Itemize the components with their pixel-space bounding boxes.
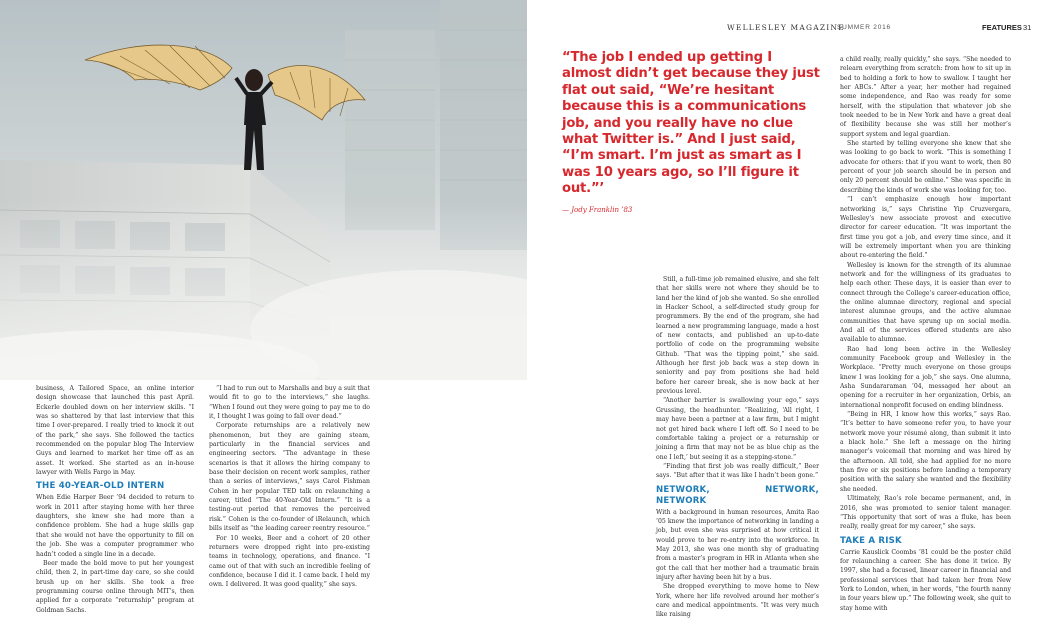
article-column-3 xyxy=(656,275,819,620)
body-paragraph: “Finding that first job was really difficult,” Beer says. “But after that it was like I hadn’t been gone.” xyxy=(656,462,819,480)
article-column-2 xyxy=(209,384,370,590)
body-paragraph: business, A Tailored Space, an online interior design showcase that launched this past April. Eckerle doubled down on her interview skills. “I was so shattered by that last interview that this time I over-prepared. I really tried to knock it out of the park,” she says. She followed the tactics recommended on the popular blog The Interview Guys and learned to market her time off as an asset. It worked. She started as an in-house lawyer with Wells Fargo in May. xyxy=(36,385,194,477)
pull-quote-text: “The job I ended up getting I almost didn’t get because they just flat out said, “We’re hesitant because this is a communications job, and you really have no clue what Twitter is.” And I just said, “I’m smart. I’m just as smart as I was 10 years ago, so I’ll figure it out.”’ xyxy=(562,50,820,197)
body-paragraph: “I can’t emphasize enough how important networking is,” says Christine Yip Cruzvergara, Wellesley’s new associate provost and executive director for career education. “It was important the first time you got a job, and every time since, and it will be extremely important when you are thinking about re-entering the field.” xyxy=(840,196,1011,260)
issue-season: SUMMER 2016 xyxy=(837,24,891,31)
body-paragraph: Still, a full-time job remained elusive, and she felt that her skills were not where they should be to land her the kind of job she wanted. So she enrolled in Hacker School, a self-directed study group for programmers. By the end of the program, she had learned a new programming language, made a host of new contacts, and published an up-to-date portfolio of code on the programming website Github. “That was the tipping point,” she said. Although her first job back was a step down in seniority and pay from positions she had held before her career break, she is now back at her previous level. xyxy=(656,276,819,396)
body-paragraph: Wellesley is known for the strength of its alumnae network and for the willingness of its graduates to help each other. These days, it is easier than ever to connect through the College’s career-education office, the online alumnae directory, regional and special interest alumnae groups, and the active alumnae communities that have sprung up on social media. And all of the services offered students are also available to alumnae. xyxy=(840,261,1011,344)
rooftop-wings-illustration xyxy=(0,0,527,380)
page-number: 31 xyxy=(1023,23,1032,32)
body-paragraph: “Being in HR, I know how this works,” says Rao. “It’s better to have someone refer you, to have your network move your résumé along, than submit it into a black hole.” She left a message on the hiring manager’s voicemail that morning and was hired by the afternoon. All told, she had applied for no more than five or six positions before landing a temporary position with the salary she wanted and the flexibility she needed. xyxy=(840,411,1011,493)
body-paragraph: When Edie Harper Beer ’94 decided to return to work in 2011 after staying home with her three daughters, she knew she had more than a confidence problem. She had a huge skills gap that she would not have the opportunity to fill on the job. She was a computer programmer who hadn’t coded a single line in a decade. xyxy=(36,494,194,558)
section-heading: THE 40-YEAR-OLD INTERN xyxy=(36,481,165,492)
magazine-name: WELLESLEY MAGAZINE xyxy=(727,23,845,32)
body-paragraph: With a background in human resources, Amita Rao ’05 knew the importance of networking in landing a job, but even she was surprised at how critical it would prove to her re-entry into the workforce. In May 2013, she was one month shy of graduating from a master’s program in HR in Atlanta when she got the call that her mother had a traumatic brain injury after having been hit by a bus. xyxy=(656,508,819,581)
body-paragraph: Beer made the bold move to put her youngest child, then 2, in part-time day care, so she could brush up on her skills. She took a free programming course online through MIT’s, then applied for a corporate “returnship” program at Goldman Sachs. xyxy=(36,559,194,614)
pull-quote-attribution: — Jody Franklin ’83 xyxy=(562,205,633,214)
body-paragraph: Ultimately, Rao’s role became permanent, and, in 2016, she was promoted to senior talent manager. “This opportunity that sort of was a fluke, has been really, really great for my career,” she says. xyxy=(840,495,1011,531)
section-heading: TAKE A RISK xyxy=(840,535,902,546)
body-paragraph: She dropped everything to move home to New York, where her life revolved around her mother’s care and medical appointments. “It was very much like raising xyxy=(656,583,819,619)
article-column-1 xyxy=(36,384,194,615)
body-paragraph: Rao had long been active in the Wellesley community Facebook group and Wellesley in the Workplace. “Pretty much everyone on those groups knew I was looking for a job,” she says. One alumna, Asha Sundararaman ’04, messaged her about an opening for a recruiter in her organization, Orbis, an international nonprofit focused on ending blindness. xyxy=(840,345,1011,409)
section-heading: NETWORK, NETWORK, NETWORK xyxy=(656,484,819,506)
pull-quote xyxy=(562,50,824,214)
body-paragraph: a child really, really quickly,” she says. “She needed to relearn everything from scratch: from how to sit up in bed to holding a fork to how to swallow. I taught her her ABCs.” After a year, her mother had regained some independence, and Rao was ready for some herself, with the stipulation that whatever job she took needed to be in New York and have a great deal of flexibility because she was still her mother’s support system and legal guardian. xyxy=(840,56,1011,138)
body-paragraph: Corporate returnships are a relatively new phenomenon, but they are gaining steam, particularly in the financial services and engineering sectors. “The advantage in these scenarios is that it allows the hiring company to base their decision on recent work samples, rather than a series of interviews,” says Carol Fishman Cohen in her popular TED talk on relaunching a career, titled “The 40-Year-Old Intern.” “It is a testing-out period that removes the perceived risk.” Cohen is the co-founder of iRelaunch, which bills itself as “the leading career reentry resource.” xyxy=(209,422,370,533)
body-paragraph: Carrie Kauslick Coombs ’81 could be the poster child for relaunching a career. She has done it twice. By 1997, she had a focused, linear career in financial and professional services that had taken her from New York to London, when, in her words, “the fourth nanny in four years blew up.” The following week, she quit to stay home with xyxy=(840,548,1011,612)
article-column-4 xyxy=(840,55,1011,613)
body-paragraph: “Another barrier is swallowing your ego,” says Grussing, the headhunter. “Realizing, ‘All right, I may have been a partner at a law firm, but I might not get hired back where I left off. So I need to be comfortable taking a project or a returnship or joining a firm that may not be as blue chip as the one I left,’ but seeing it as a stepping-stone.” xyxy=(656,397,819,461)
hero-photo xyxy=(0,0,527,380)
body-paragraph: “I had to run out to Marshalls and buy a suit that would fit to go to the interviews,” she laughs. “When I found out they were going to pay me to do it, I thought I was going to fall over dead.” xyxy=(209,385,370,421)
body-paragraph: For 10 weeks, Beer and a cohort of 20 other returners were dropped right into pre-existing teams in technology, operations, and finance. “I came out of that with such an incredible feeling of confidence, because I did it. I came back. I held my own. I delivered. It was good quality,” she says. xyxy=(209,534,370,589)
body-paragraph: She started by telling everyone she knew that she was looking to go back to work. “This is something I advocate for others: that if you want to work, then 80 percent of your job search should be in person and only 20 percent should be online.” She was specific in describing the kinds of work she was looking for, too. xyxy=(840,140,1011,194)
section-name: FEATURES xyxy=(982,23,1022,32)
running-header xyxy=(727,22,1032,36)
